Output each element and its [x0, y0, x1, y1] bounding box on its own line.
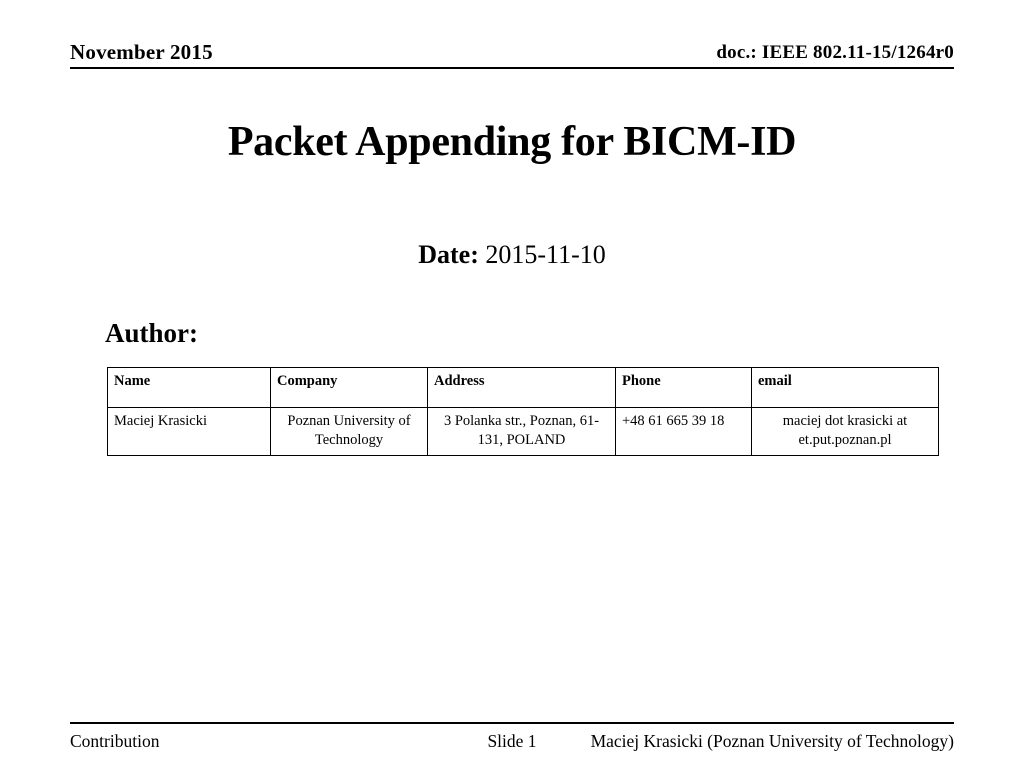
cell-email: maciej dot krasicki at et.put.poznan.pl: [752, 408, 939, 456]
footer-slide-number: Slide 1: [487, 731, 537, 751]
column-header-email: email: [752, 368, 939, 408]
author-table: [107, 367, 939, 456]
slide-header: [70, 40, 954, 69]
table-header-row: [108, 368, 939, 408]
page-title: Packet Appending for BICM-ID: [227, 119, 797, 165]
column-header-name: Name: [108, 368, 271, 408]
cell-phone: +48 61 665 39 18: [616, 408, 752, 456]
cell-address: 3 Polanka str., Poznan, 61-131, POLAND: [428, 408, 616, 456]
cell-name: Maciej Krasicki: [108, 408, 271, 456]
header-date: November 2015: [70, 40, 213, 64]
date-line: [70, 240, 954, 270]
column-header-address: Address: [428, 368, 616, 408]
author-heading: Author:: [105, 318, 198, 348]
column-header-phone: Phone: [616, 368, 752, 408]
footer-contribution-label: Contribution: [70, 731, 160, 751]
table-row: [108, 408, 939, 456]
footer-author: Maciej Krasicki (Poznan University of Technology): [590, 731, 954, 751]
slide-footer: [70, 722, 954, 757]
date-value: 2015-11-10: [485, 240, 606, 269]
cell-company: Poznan University of Technology: [271, 408, 428, 456]
header-document-number: doc.: IEEE 802.11-15/1264r0: [716, 42, 954, 63]
column-header-company: Company: [271, 368, 428, 408]
date-label: Date:: [418, 240, 479, 269]
